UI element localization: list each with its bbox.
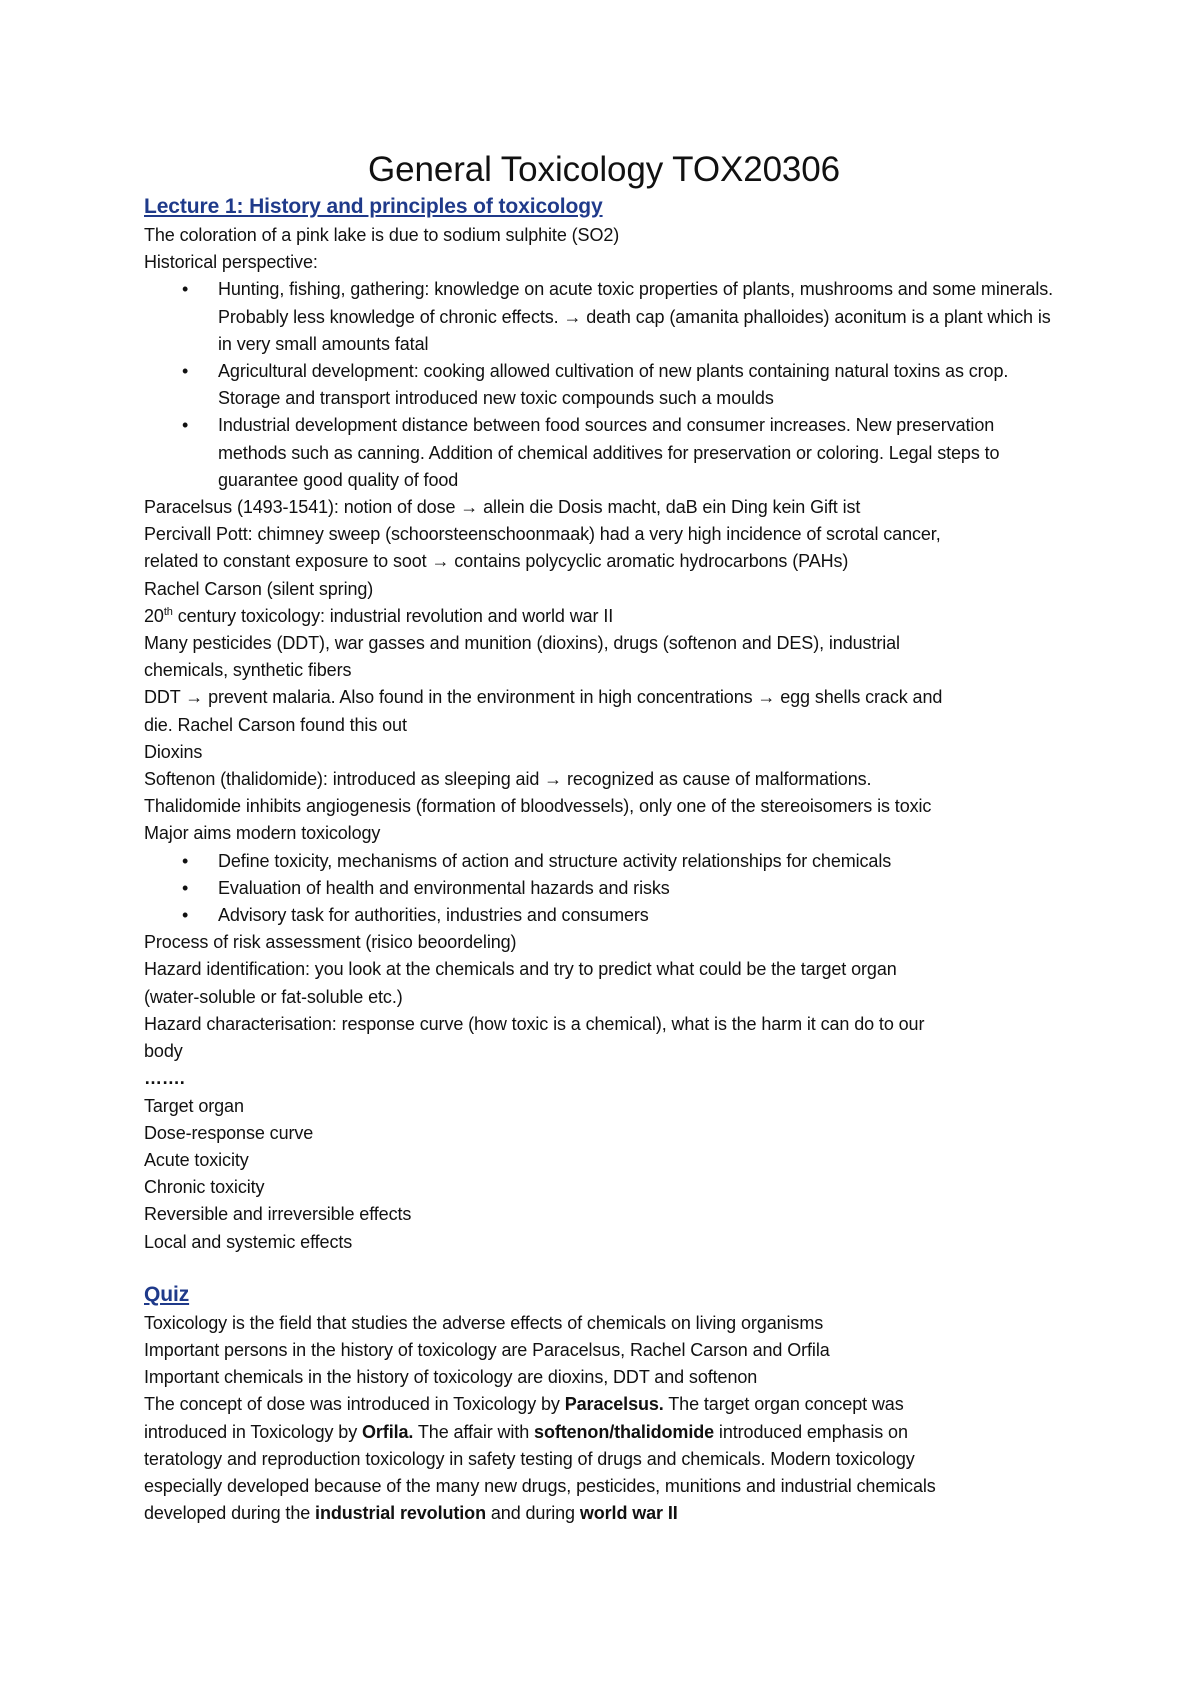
history-bullet-list: [144, 276, 1064, 494]
bold-term: Orfila.: [362, 1421, 414, 1442]
century-superscript: th: [163, 605, 173, 618]
text-line: Dioxins: [144, 741, 203, 762]
text-span: The target organ concept was: [663, 1394, 904, 1415]
bold-term: Paracelsus.: [564, 1394, 664, 1415]
text-line: chemicals, synthetic fibers: [144, 660, 352, 681]
page-title: General Toxicology TOX20306: [367, 150, 841, 189]
text-line: Important chemicals in the history of toxicology are dioxins, DDT and softenon: [144, 1367, 758, 1388]
term-line: Acute toxicity: [144, 1149, 249, 1170]
term-line: Chronic toxicity: [144, 1177, 265, 1198]
aims-bullet-list: [144, 848, 1064, 930]
list-item: • Define toxicity, mechanisms of action and structure activity relationships for chemicals: [218, 848, 1064, 875]
list-item: • Hunting, fishing, gathering: knowledge on acute toxic properties of plants, mushrooms and some minerals. Probably less knowledge of chronic effects. → death cap (amanita phalloides) aconitum is a plant which is in very small amounts fatal: [218, 276, 1064, 358]
text-line: body: [144, 1041, 183, 1062]
bold-term: industrial revolution: [315, 1503, 486, 1524]
text-line: [144, 603, 1064, 630]
bold-term: softenon/thalidomide: [534, 1421, 715, 1442]
text-span: The concept of dose was introduced in Toxicology by: [144, 1394, 565, 1415]
text-line: [144, 1391, 1064, 1418]
text-line: Major aims modern toxicology: [144, 823, 381, 844]
text-line: [144, 1419, 1064, 1446]
text-line: related to constant exposure to soot → contains polycyclic aromatic hydrocarbons (PAHs): [144, 551, 849, 572]
list-item: • Industrial development distance between food sources and consumer increases. New preservation methods such as canning. Addition of chemical additives for preservation or coloring. Legal steps to guarantee good quality of food: [218, 412, 1064, 494]
text-line: Thalidomide inhibits angiogenesis (formation of bloodvessels), only one of the stereoisomers is toxic: [144, 796, 932, 817]
text-line: Hazard identification: you look at the chemicals and try to predict what could be the target organ: [144, 959, 897, 980]
lecture-heading: Lecture 1: History and principles of toxicology: [144, 195, 603, 218]
century-text: century toxicology: industrial revolution and world war II: [172, 605, 614, 626]
text-line: Softenon (thalidomide): introduced as sleeping aid → recognized as cause of malformations.: [144, 769, 872, 790]
text-line: …….: [144, 1068, 185, 1089]
text-line: Historical perspective:: [144, 252, 318, 273]
term-line: Local and systemic effects: [144, 1231, 353, 1252]
text-line: die. Rachel Carson found this out: [144, 714, 407, 735]
text-line: Paracelsus (1493-1541): notion of dose → allein die Dosis macht, daB ein Ding kein Gift ist: [144, 497, 861, 518]
text-line: Hazard characterisation: response curve (how toxic is a chemical), what is the harm it can do to our: [144, 1013, 925, 1034]
text-line: especially developed because of the many new drugs, pesticides, munitions and industrial chemicals: [144, 1475, 936, 1496]
text-line: Toxicology is the field that studies the adverse effects of chemicals on living organisms: [144, 1312, 824, 1333]
text-line: Percivall Pott: chimney sweep (schoorsteenschoonmaak) had a very high incidence of scrotal cancer,: [144, 524, 941, 545]
text-span: The affair with: [413, 1421, 535, 1442]
term-line: Dose-response curve: [144, 1122, 314, 1143]
text-span: and during: [485, 1503, 580, 1524]
text-line: (water-soluble or fat-soluble etc.): [144, 986, 403, 1007]
term-line: Target organ: [144, 1095, 244, 1116]
text-span: developed during the: [144, 1503, 316, 1524]
text-line: teratology and reproduction toxicology in safety testing of drugs and chemicals. Modern toxicology: [144, 1448, 915, 1469]
text-line: Rachel Carson (silent spring): [144, 578, 374, 599]
text-line: The coloration of a pink lake is due to sodium sulphite (SO2): [144, 225, 620, 245]
text-line: Process of risk assessment (risico beoordeling): [144, 932, 517, 953]
list-item: • Advisory task for authorities, industries and consumers: [218, 902, 1064, 929]
bold-term: world war II: [579, 1503, 678, 1524]
text-span: introduced in Toxicology by: [144, 1421, 362, 1442]
spacer: [144, 1256, 1064, 1280]
text-line: DDT → prevent malaria. Also found in the environment in high concentrations → egg shells crack and: [144, 687, 943, 708]
list-item: • Evaluation of health and environmental hazards and risks: [218, 875, 1064, 902]
quiz-heading: Quiz: [144, 1282, 190, 1306]
text-line: Important persons in the history of toxicology are Paracelsus, Rachel Carson and Orfila: [144, 1339, 830, 1360]
text-line: Many pesticides (DDT), war gasses and munition (dioxins), drugs (softenon and DES), industrial: [144, 633, 900, 654]
document-page: [144, 148, 1064, 1527]
term-line: Reversible and irreversible effects: [144, 1204, 412, 1225]
century-number: 20: [144, 605, 164, 626]
list-item: • Agricultural development: cooking allowed cultivation of new plants containing natural toxins as crop. Storage and transport introduced new toxic compounds such a moulds: [218, 358, 1064, 412]
text-span: introduced emphasis on: [714, 1421, 908, 1442]
text-line: [144, 1500, 1064, 1527]
